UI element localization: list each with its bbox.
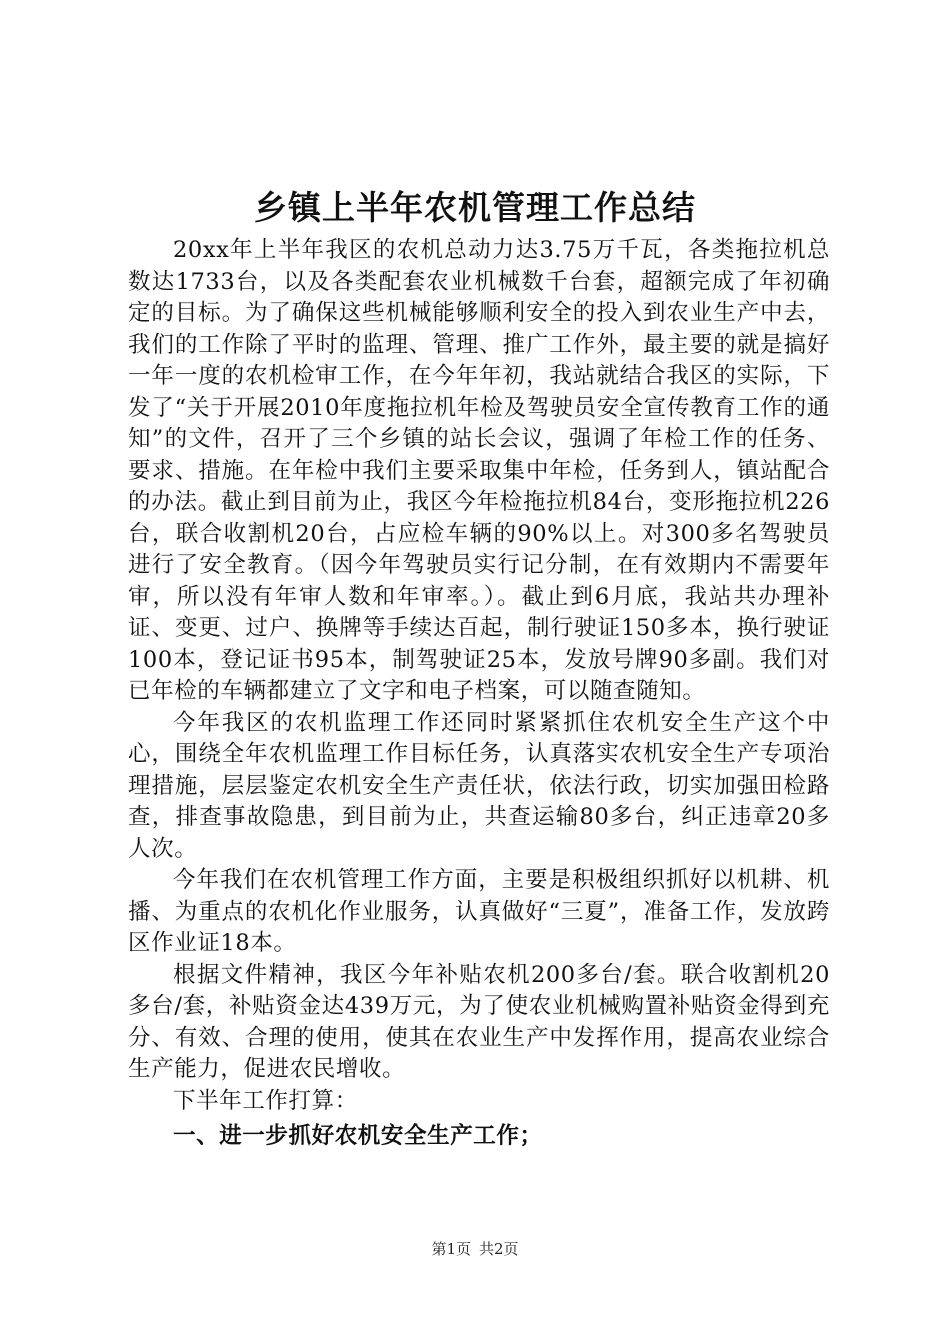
- paragraph-2: 今年我区的农机监理工作还同时紧紧抓住农机安全生产这个中心，围绕全年农机监理工作目标任务，认真落实农机安全生产专项治理措施，层层鉴定农机安全生产责任状，依法行政，切实加强田检路查，排查事故隐患，到目前为止，共查运输80多台，纠正违章20多人次。: [128, 709, 830, 862]
- page-total: 共2页: [479, 1240, 519, 1258]
- page-number: 第1页: [431, 1240, 471, 1258]
- paragraph-4: 根据文件精神，我区今年补贴农机200多台/套。联合收割机20多台/套，补贴资金达439万元，为了使农业机械购置补贴资金得到充分、有效、合理的使用，使其在农业生产中发挥作用，提高农业综合生产能力，促进农民增收。: [128, 961, 830, 1082]
- paragraph-3: 今年我们在农机管理工作方面，主要是积极组织抓好以机耕、机播、为重点的农机化作业服务，认真做好“三夏”，准备工作，发放跨区作业证18本。: [128, 867, 830, 956]
- page-footer: [0, 1239, 950, 1259]
- section-heading: 一、进一步抓好农机安全生产工作；: [173, 1123, 543, 1149]
- paragraph-5: 下半年工作打算：: [173, 1087, 358, 1114]
- document-body: [128, 235, 830, 1153]
- document-title: 乡镇上半年农机管理工作总结: [254, 188, 696, 227]
- paragraph-1: 20xx年上半年我区的农机总动力达3.75万千瓦，各类拖拉机总数达1733台，以及各类配套农业机械数千台套，超额完成了年初确定的目标。为了确保这些机械能够顺利安全的投入到农业生产中去，我们的工作除了平时的监理、管理、推广工作外，最主要的就是搞好一年一度的农机检审工作，在今年年初，我站就结合我区的实际，下发了“关于开展2010年度拖拉机年检及驾驶员安全宣传教育工作的通知”的文件，召开了三个乡镇的站长会议，强调了年检工作的任务、要求、措施。在年检中我们主要采取集中年检，任务到人，镇站配合的办法。截止到目前为止，我区今年检拖拉机84台，变形拖拉机226台，联合收割机20台，占应检车辆的90%以上。对300多名驾驶员进行了安全教育。（因今年驾驶员实行记分制，在有效期内不需要年审，所以没有年审人数和年审率。）。截止到6月底，我站共办理补证、变更、过户、换牌等手续达百起，制行驶证150多本，换行驶证100本，登记证书95本，制驾驶证25本，发放号牌90多副。我们对已年检的车辆都建立了文字和电子档案，可以随查随知。: [128, 237, 830, 704]
